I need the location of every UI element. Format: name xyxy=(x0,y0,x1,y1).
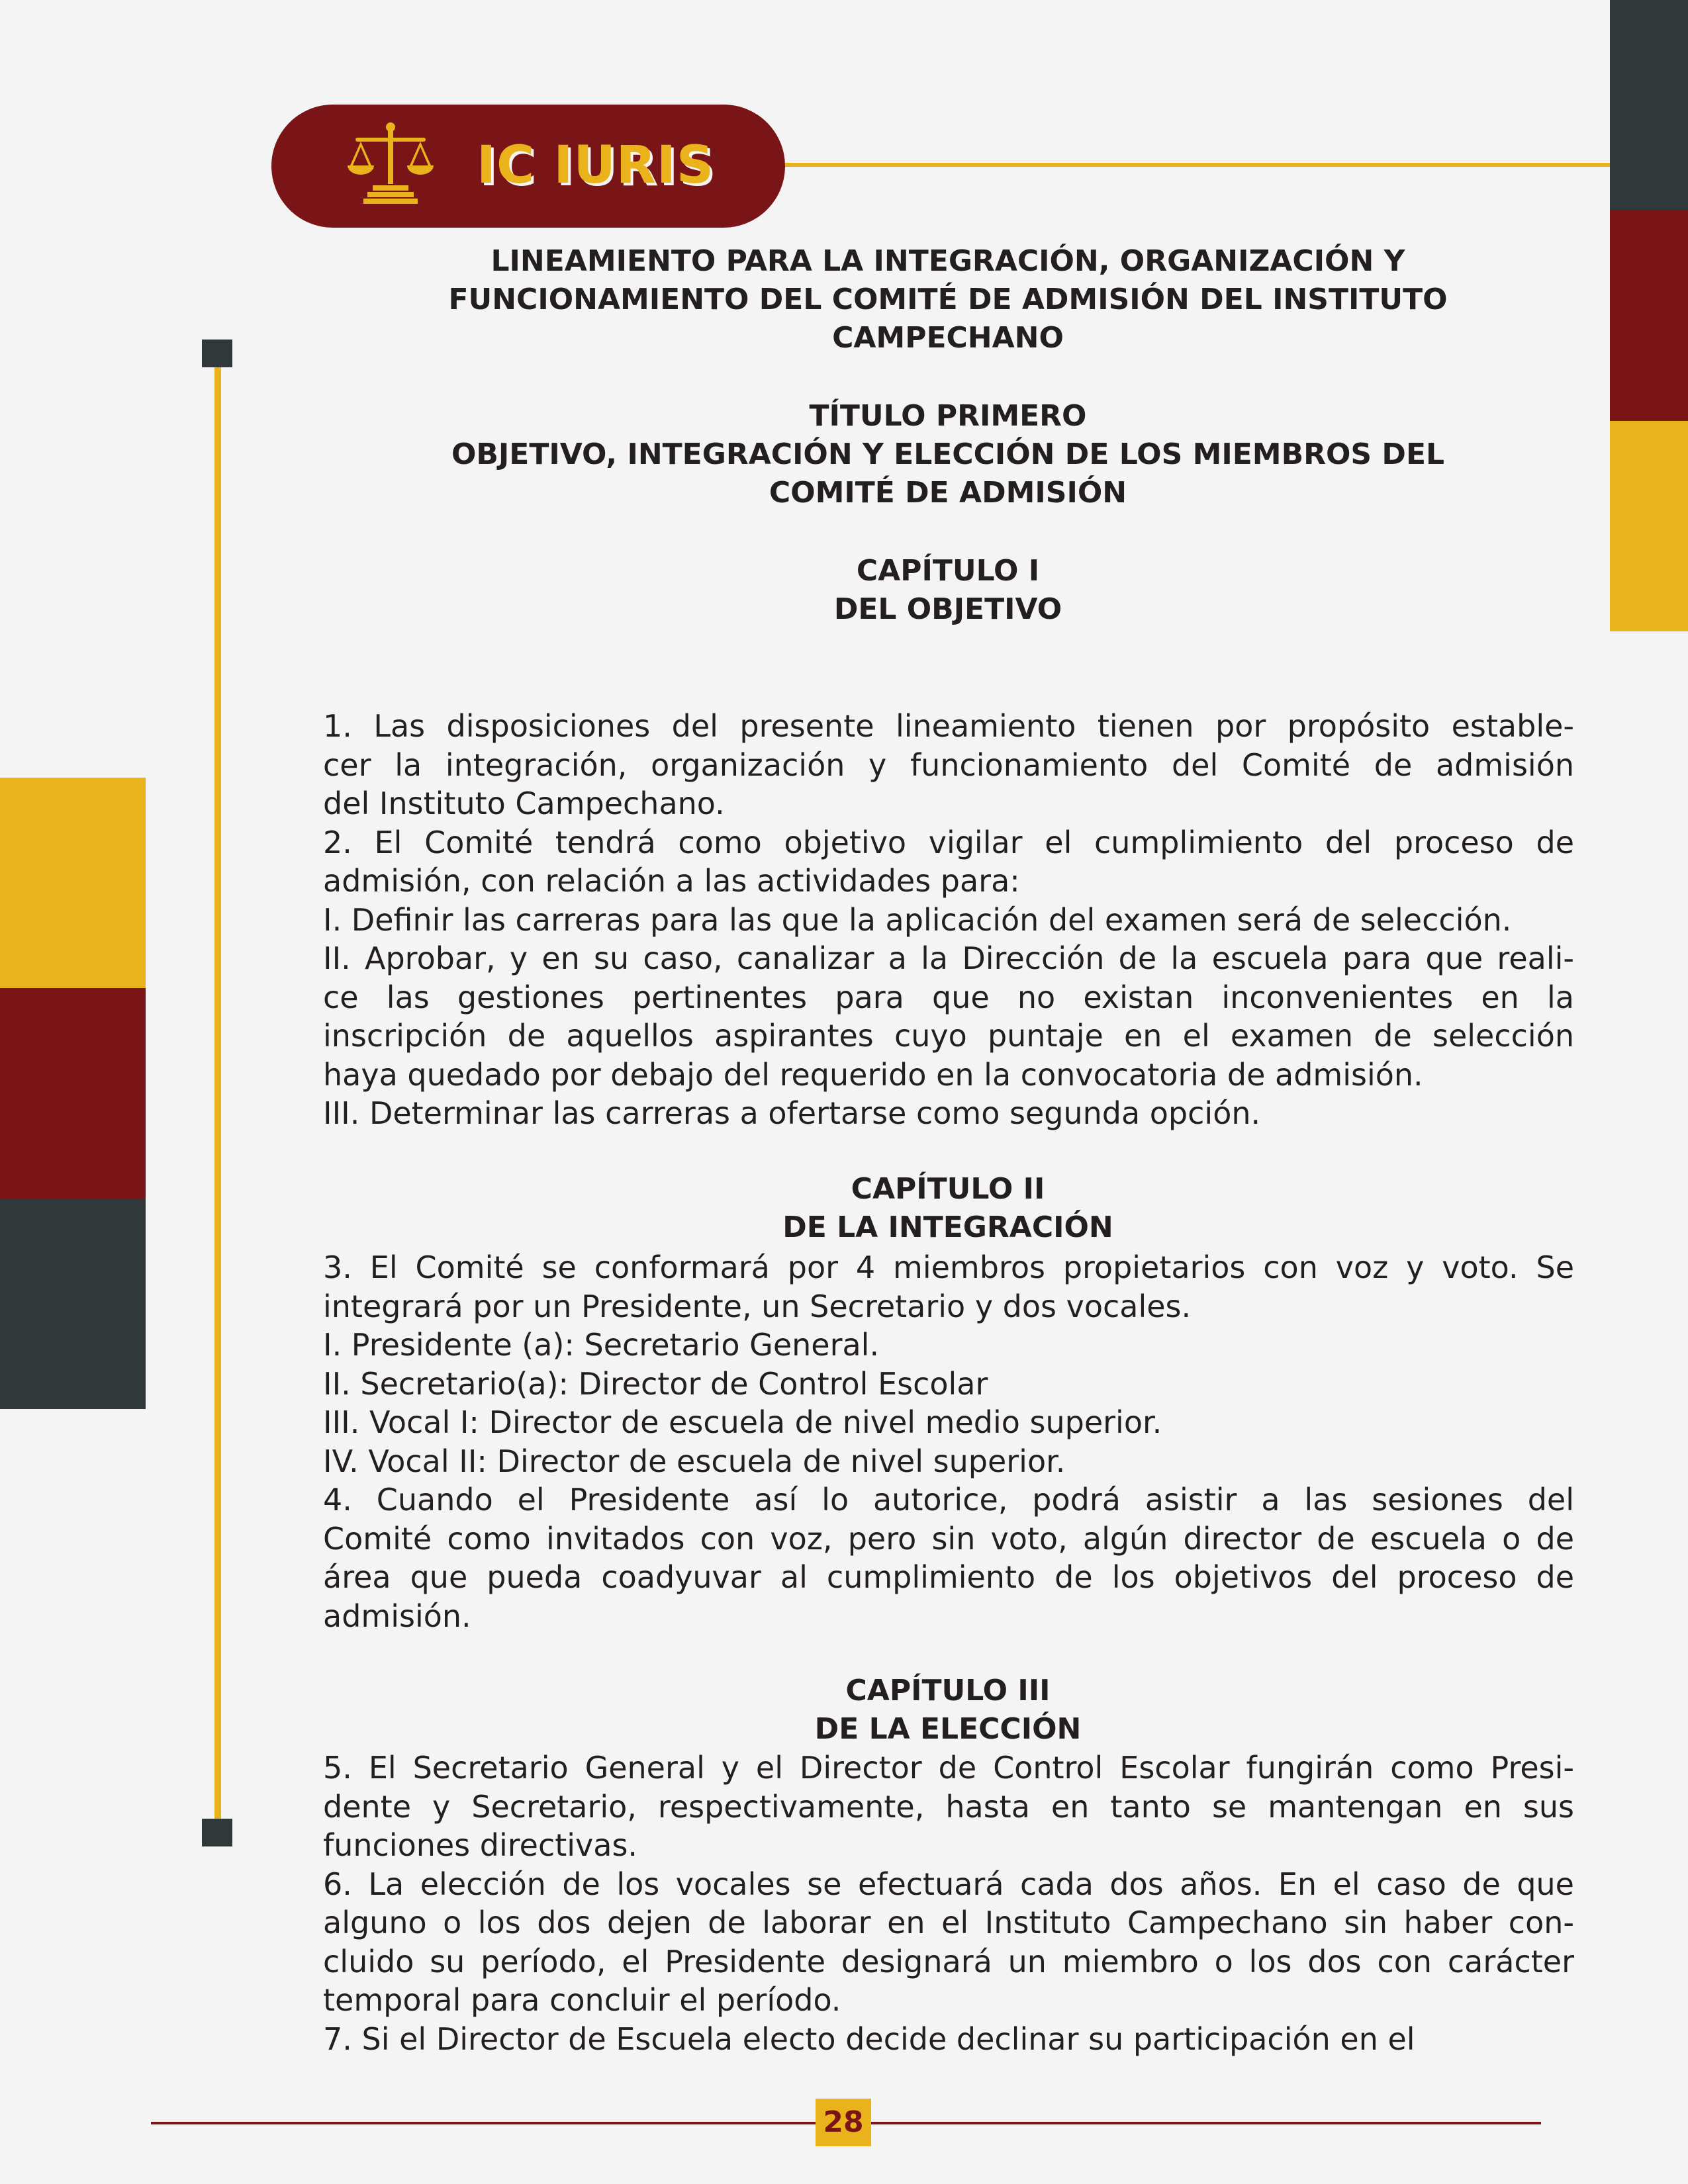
decor-block-gold-left xyxy=(0,778,146,988)
decor-block-maroon-left xyxy=(0,988,146,1199)
heading-line: CAPÍTULO I xyxy=(856,554,1040,588)
capitulo-1-body xyxy=(323,707,1574,1133)
document-title xyxy=(323,242,1573,357)
titulo-primero-heading xyxy=(323,397,1573,512)
heading-line: DE LA INTEGRACIÓN xyxy=(782,1210,1113,1244)
text-line: haya quedado por debajo del requerido en la convocatoria de admisión. xyxy=(323,1056,1423,1093)
text-line: I. Presidente (a): Secretario General. xyxy=(323,1327,880,1363)
heading-line: CAPÍTULO III xyxy=(845,1674,1051,1707)
text-line: temporal para concluir el período. xyxy=(323,1982,841,2018)
title-line: LINEAMIENTO PARA LA INTEGRACIÓN, ORGANIZACIÓN Y xyxy=(491,244,1405,278)
text-line: admisión. xyxy=(323,1598,471,1634)
text-line: cer la integración, organización y funcionamiento del Comité de admisión xyxy=(323,747,1574,783)
text-line: II. Aprobar, y en su caso, canalizar a la Dirección de la escuela para que reali- xyxy=(323,940,1574,976)
text-line: IV. Vocal II: Director de escuela de nivel superior. xyxy=(323,1443,1066,1479)
text-line: 7. Si el Director de Escuela electo decide declinar su participación en el xyxy=(323,2021,1415,2057)
text-line: Comité como invitados con voz, pero sin voto, algún director de escuela o de xyxy=(323,1520,1574,1557)
vertical-rule xyxy=(214,367,221,1823)
heading-line: COMITÉ DE ADMISIÓN xyxy=(769,476,1127,510)
capitulo-3-heading xyxy=(323,1672,1573,1749)
text-line: III. Vocal I: Director de escuela de nivel medio superior. xyxy=(323,1404,1162,1440)
vertical-rule-cap-bottom xyxy=(202,1819,232,1846)
text-line: alguno o los dos dejen de laborar en el Instituto Campechano sin haber con- xyxy=(323,1905,1574,1940)
heading-line: DE LA ELECCIÓN xyxy=(814,1712,1082,1746)
title-line: CAMPECHANO xyxy=(832,321,1064,355)
decor-block-gold-right xyxy=(1610,421,1688,631)
text-line: 3. El Comité se conformará por 4 miembros propietarios con voz y voto. Se xyxy=(323,1250,1574,1285)
capitulo-2-heading xyxy=(323,1170,1573,1247)
decor-block-charcoal-right xyxy=(1610,0,1688,210)
text-line: funciones directivas. xyxy=(323,1827,638,1863)
text-line: dente y Secretario, respectivamente, hasta en tanto se mantengan en sus xyxy=(323,1788,1574,1825)
capitulo-2-body xyxy=(323,1248,1574,1635)
text-line: II. Secretario(a): Director de Control Escolar xyxy=(323,1365,988,1402)
decor-block-maroon-right xyxy=(1610,210,1688,421)
text-line: 2. El Comité tendrá como objetivo vigilar el cumplimiento del proceso de xyxy=(323,824,1574,860)
text-line: admisión, con relación a las actividades para: xyxy=(323,863,1020,899)
text-line: del Instituto Campechano. xyxy=(323,786,725,821)
capitulo-3-body xyxy=(323,1749,1574,2058)
header-rule xyxy=(781,163,1610,167)
text-line: III. Determinar las carreras a ofertarse como segunda opción. xyxy=(323,1095,1261,1131)
heading-line: OBJETIVO, INTEGRACIÓN Y ELECCIÓN DE LOS MIEMBROS DEL xyxy=(451,437,1445,471)
text-line: I. Definir las carreras para las que la aplicación del examen será de selección. xyxy=(323,901,1512,938)
heading-line: TÍTULO PRIMERO xyxy=(809,399,1087,433)
text-line: ce las gestiones pertinentes para que no existan inconvenientes en la xyxy=(323,979,1574,1015)
decor-block-charcoal-left xyxy=(0,1199,146,1409)
title-line: FUNCIONAMIENTO DEL COMITÉ DE ADMISIÓN DEL INSTITUTO xyxy=(448,283,1448,316)
brand-name: IC IURIS xyxy=(477,136,715,195)
text-line: inscripción de aquellos aspirantes cuyo puntaje en el examen de selección xyxy=(323,1018,1574,1054)
text-line: integrará por un Presidente, un Secretario y dos vocales. xyxy=(323,1288,1192,1324)
heading-line: DEL OBJETIVO xyxy=(833,592,1062,626)
vertical-rule-cap-top xyxy=(202,340,232,367)
text-line: área que pueda coadyuvar al cumplimiento de los objetivos del proceso de xyxy=(323,1559,1574,1595)
heading-line: CAPÍTULO II xyxy=(851,1172,1045,1206)
text-line: 6. La elección de los vocales se efectuará cada dos años. En el caso de que xyxy=(323,1866,1574,1902)
text-line: cluido su período, el Presidente designará un miembro o los dos con carácter xyxy=(323,1943,1574,1979)
text-line: 5. El Secretario General y el Director de Control Escolar fungirán como Presi- xyxy=(323,1750,1574,1786)
page-number: 28 xyxy=(823,2105,864,2139)
text-line: 4. Cuando el Presidente así lo autorice, podrá asistir a las sesiones del xyxy=(323,1482,1574,1518)
scales-of-justice-icon xyxy=(348,120,434,206)
text-line: 1. Las disposiciones del presente lineamiento tienen por propósito estable- xyxy=(323,708,1574,744)
capitulo-1-heading xyxy=(323,552,1573,629)
